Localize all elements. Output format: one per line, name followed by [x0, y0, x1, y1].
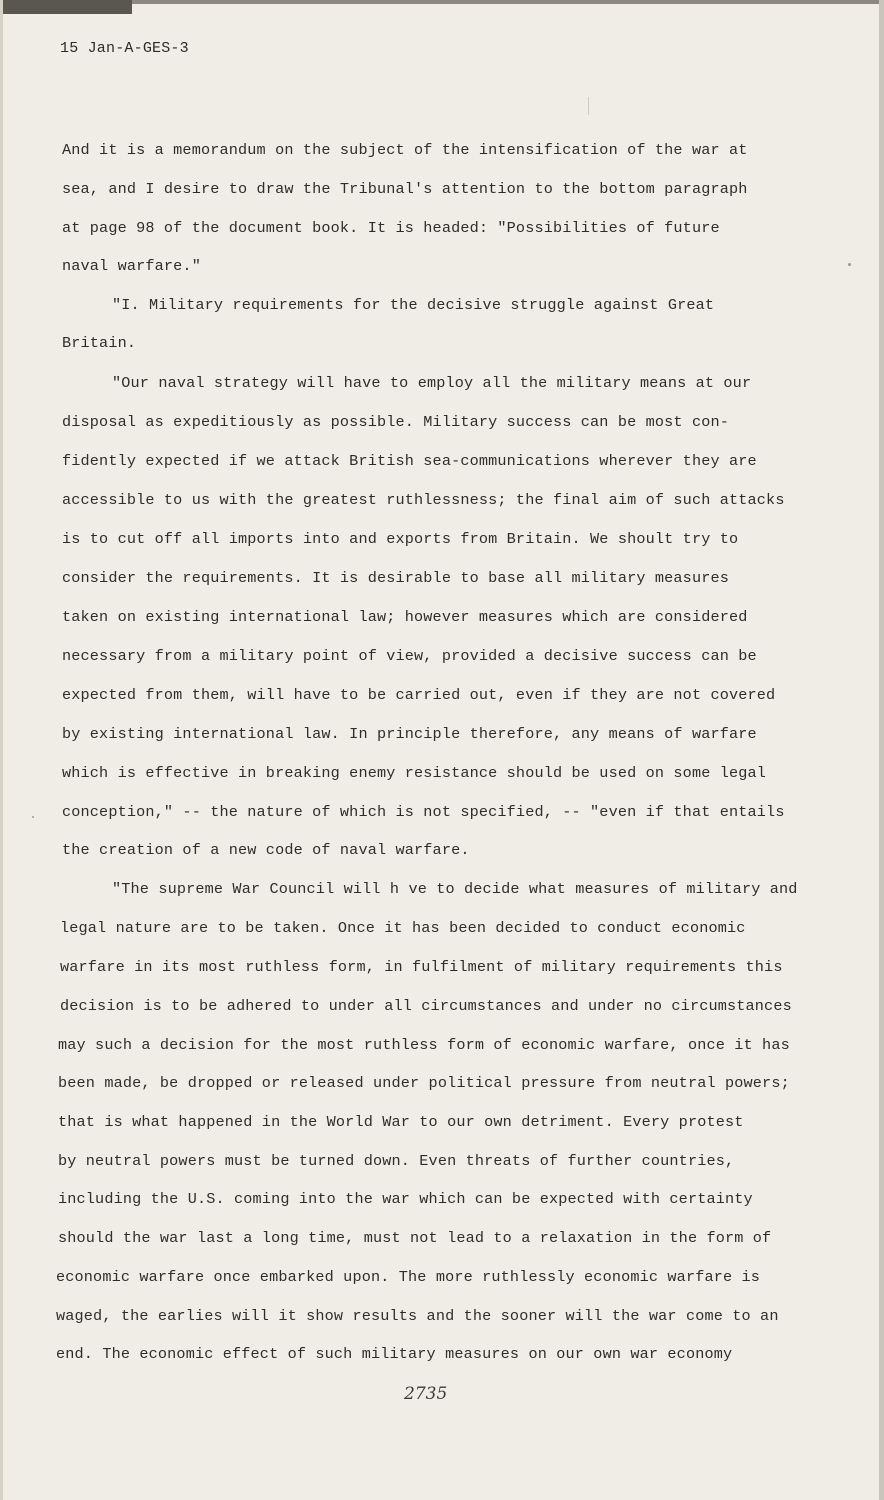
top-edge-shadow — [132, 0, 884, 4]
document-header: 15 Jan-A-GES-3 — [60, 40, 189, 57]
text-line: that is what happened in the World War to our own detriment. Every protest — [58, 1113, 744, 1131]
text-line: decision is to be adhered to under all circumstances and under no circumstances — [60, 997, 792, 1015]
left-page-edge — [0, 0, 3, 1500]
text-line: is to cut off all imports into and exports from Britain. We shoult try to — [62, 530, 739, 548]
text-line: taken on existing international law; however measures which are considered — [62, 608, 748, 626]
paper-speck — [848, 263, 851, 266]
text-line: "Our naval strategy will have to employ all the military means at our — [112, 374, 752, 392]
text-line: Britain. — [62, 334, 137, 352]
text-line: fidently expected if we attack British sea-communications wherever they are — [62, 452, 757, 470]
text-line: may such a decision for the most ruthless form of economic warfare, once it has — [58, 1036, 790, 1054]
text-line: legal nature are to be taken. Once it has been decided to conduct economic — [60, 919, 746, 937]
text-line: accessible to us with the greatest ruthlessness; the final aim of such attacks — [62, 491, 785, 509]
text-line: including the U.S. coming into the war which can be expected with certainty — [58, 1190, 753, 1208]
text-line: "I. Military requirements for the decisive struggle against Great — [112, 296, 715, 314]
text-line: naval warfare." — [62, 257, 201, 275]
right-page-edge — [879, 0, 884, 1500]
text-line: should the war last a long time, must not lead to a relaxation in the form of — [58, 1229, 772, 1247]
text-line: waged, the earlies will it show results and the sooner will the war come to an — [56, 1307, 779, 1325]
text-line: which is effective in breaking enemy resistance should be used on some legal — [62, 764, 767, 782]
text-line: consider the requirements. It is desirable to base all military measures — [62, 569, 730, 587]
text-line: conception," -- the nature of which is not specified, -- "even if that entails — [62, 803, 785, 821]
text-line: warfare in its most ruthless form, in fulfilment of military requirements this — [60, 958, 783, 976]
text-line: And it is a memorandum on the subject of the intensification of the war at — [62, 141, 748, 159]
text-line: economic warfare once embarked upon. The more ruthlessly economic warfare is — [56, 1268, 761, 1286]
text-line: been made, be dropped or released under political pressure from neutral powers; — [58, 1074, 790, 1092]
text-line: disposal as expeditiously as possible. Military success can be most con- — [62, 413, 730, 431]
text-line: end. The economic effect of such military measures on our own war economy — [56, 1345, 733, 1363]
paper-speck — [32, 816, 34, 818]
text-line: the creation of a new code of naval warfare. — [62, 841, 470, 859]
text-line: sea, and I desire to draw the Tribunal's attention to the bottom paragraph — [62, 180, 748, 198]
page-number: 2735 — [404, 1384, 448, 1404]
text-line: "The supreme War Council will h ve to decide what measures of military and — [112, 880, 798, 898]
text-line: necessary from a military point of view, provided a decisive success can be — [62, 647, 757, 665]
text-line: expected from them, will have to be carried out, even if they are not covered — [62, 686, 776, 704]
text-line: by neutral powers must be turned down. Even threats of further countries, — [58, 1152, 735, 1170]
paper-crease — [588, 97, 589, 115]
text-line: at page 98 of the document book. It is headed: "Possibilities of future — [62, 219, 720, 237]
binding-strip — [0, 0, 132, 14]
text-line: by existing international law. In principle therefore, any means of warfare — [62, 725, 757, 743]
